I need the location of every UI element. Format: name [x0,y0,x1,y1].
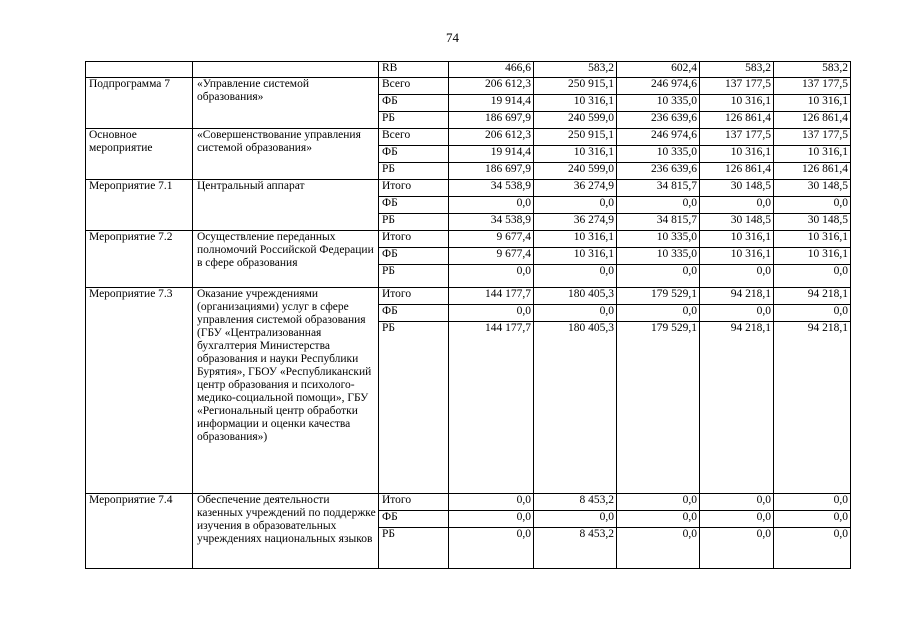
value-cell: 0,0 [449,494,534,511]
value-cell: 0,0 [700,265,774,288]
value-cell: 240 599,0 [534,112,617,129]
source-cell: Итого [379,231,449,248]
value-cell: 137 177,5 [774,129,851,146]
value-cell: 94 218,1 [774,322,851,494]
value-cell: 10 316,1 [534,95,617,112]
table-row [86,494,851,511]
value-cell: 0,0 [700,494,774,511]
value-cell: 466,6 [449,62,534,78]
value-cell: 0,0 [449,305,534,322]
value-cell: 246 974,6 [617,129,700,146]
value-cell: 126 861,4 [700,112,774,129]
value-cell: 0,0 [617,494,700,511]
source-cell: РБ [379,265,449,288]
value-cell: 19 914,4 [449,146,534,163]
table-row [86,231,851,248]
value-cell: 126 861,4 [774,163,851,180]
value-cell: 10 316,1 [700,248,774,265]
value-cell: 0,0 [617,197,700,214]
value-cell: 0,0 [449,197,534,214]
value-cell: 186 697,9 [449,112,534,129]
value-cell: 36 274,9 [534,214,617,231]
value-cell: 0,0 [617,265,700,288]
value-cell: 34 815,7 [617,180,700,197]
value-cell: 36 274,9 [534,180,617,197]
row-label: Подпрограмма 7 [86,78,193,129]
table-row [86,78,851,95]
value-cell: 126 861,4 [774,112,851,129]
value-cell: 144 177,7 [449,288,534,305]
table-row [86,62,851,78]
value-cell: 0,0 [617,305,700,322]
value-cell: 179 529,1 [617,322,700,494]
row-description: Центральный аппарат [193,180,379,231]
value-cell: 236 639,6 [617,112,700,129]
label-cell [86,62,193,78]
table-row [86,180,851,197]
value-cell: 0,0 [700,197,774,214]
value-cell: 10 316,1 [534,231,617,248]
source-cell: Итого [379,288,449,305]
row-label: Мероприятие 7.4 [86,494,193,569]
value-cell: 0,0 [774,494,851,511]
row-description: Осуществление переданных полномочий Российской Федерации в сфере образования [193,231,379,288]
value-cell: 137 177,5 [774,78,851,95]
row-label: Мероприятие 7.2 [86,231,193,288]
value-cell: 0,0 [449,265,534,288]
value-cell: 246 974,6 [617,78,700,95]
value-cell: 180 405,3 [534,288,617,305]
value-cell: 0,0 [700,528,774,569]
value-cell: 10 316,1 [774,248,851,265]
value-cell: 10 316,1 [700,231,774,248]
table-row [86,129,851,146]
value-cell: 8 453,2 [534,528,617,569]
value-cell: 206 612,3 [449,78,534,95]
value-cell: 126 861,4 [700,163,774,180]
row-label: Мероприятие 7.1 [86,180,193,231]
value-cell: 137 177,5 [700,78,774,95]
value-cell: 0,0 [534,197,617,214]
value-cell: 0,0 [774,511,851,528]
source-cell: ФБ [379,95,449,112]
value-cell: 10 335,0 [617,248,700,265]
row-description: Обеспечение деятельности казенных учреждений по поддержке изучения в образовательных учреждениях национальных языков [193,494,379,569]
source-cell: ФБ [379,511,449,528]
source-cell: ФБ [379,146,449,163]
value-cell: 34 538,9 [449,214,534,231]
value-cell: 10 316,1 [774,95,851,112]
value-cell: 30 148,5 [774,214,851,231]
source-cell: RB [379,62,449,78]
value-cell: 34 815,7 [617,214,700,231]
value-cell: 94 218,1 [700,322,774,494]
value-cell: 10 316,1 [774,146,851,163]
source-cell: РБ [379,214,449,231]
value-cell: 10 316,1 [700,95,774,112]
value-cell: 0,0 [617,511,700,528]
value-cell: 0,0 [774,305,851,322]
value-cell: 250 915,1 [534,78,617,95]
source-cell: Итого [379,494,449,511]
source-cell: ФБ [379,305,449,322]
value-cell: 0,0 [534,305,617,322]
value-cell: 30 148,5 [700,180,774,197]
value-cell: 0,0 [449,528,534,569]
value-cell: 186 697,9 [449,163,534,180]
page-number: 74 [446,30,459,45]
value-cell: 583,2 [774,62,851,78]
source-cell: РБ [379,528,449,569]
row-label: Мероприятие 7.3 [86,288,193,494]
value-cell: 10 316,1 [534,248,617,265]
value-cell: 144 177,7 [449,322,534,494]
value-cell: 10 335,0 [617,95,700,112]
value-cell: 0,0 [534,511,617,528]
value-cell: 0,0 [449,511,534,528]
row-label: Основное мероприятие [86,129,193,180]
value-cell: 602,4 [617,62,700,78]
value-cell: 9 677,4 [449,248,534,265]
source-cell: Всего [379,78,449,95]
value-cell: 137 177,5 [700,129,774,146]
description-cell [193,62,379,78]
source-cell: Всего [379,129,449,146]
value-cell: 19 914,4 [449,95,534,112]
source-cell: Итого [379,180,449,197]
value-cell: 30 148,5 [700,214,774,231]
value-cell: 0,0 [774,265,851,288]
table-row [86,288,851,305]
source-cell: ФБ [379,197,449,214]
value-cell: 34 538,9 [449,180,534,197]
value-cell: 250 915,1 [534,129,617,146]
value-cell: 10 316,1 [774,231,851,248]
value-cell: 10 335,0 [617,231,700,248]
value-cell: 0,0 [774,528,851,569]
value-cell: 583,2 [700,62,774,78]
value-cell: 179 529,1 [617,288,700,305]
value-cell: 0,0 [700,511,774,528]
source-cell: РБ [379,112,449,129]
value-cell: 9 677,4 [449,231,534,248]
value-cell: 10 316,1 [534,146,617,163]
row-description: «Совершенствование управления системой образования» [193,129,379,180]
value-cell: 240 599,0 [534,163,617,180]
budget-table [85,61,851,569]
value-cell: 0,0 [617,528,700,569]
value-cell: 0,0 [700,305,774,322]
value-cell: 8 453,2 [534,494,617,511]
value-cell: 10 335,0 [617,146,700,163]
value-cell: 10 316,1 [700,146,774,163]
value-cell: 30 148,5 [774,180,851,197]
row-description: Оказание учреждениями (организациями) услуг в сфере управления системой образования (ГБУ «Централизованная бухгалтерия Министерства образования и науки Республики Бурятия», ГБОУ «Республиканский центр образования и психолого-медико-социальной помощи», ГБУ «Региональный центр обработки информации и оценки качества образования») [193,288,379,494]
value-cell: 583,2 [534,62,617,78]
source-cell: РБ [379,322,449,494]
source-cell: ФБ [379,248,449,265]
value-cell: 94 218,1 [700,288,774,305]
source-cell: РБ [379,163,449,180]
value-cell: 94 218,1 [774,288,851,305]
value-cell: 0,0 [774,197,851,214]
value-cell: 180 405,3 [534,322,617,494]
value-cell: 0,0 [534,265,617,288]
row-description: «Управление системой образования» [193,78,379,129]
value-cell: 236 639,6 [617,163,700,180]
value-cell: 206 612,3 [449,129,534,146]
